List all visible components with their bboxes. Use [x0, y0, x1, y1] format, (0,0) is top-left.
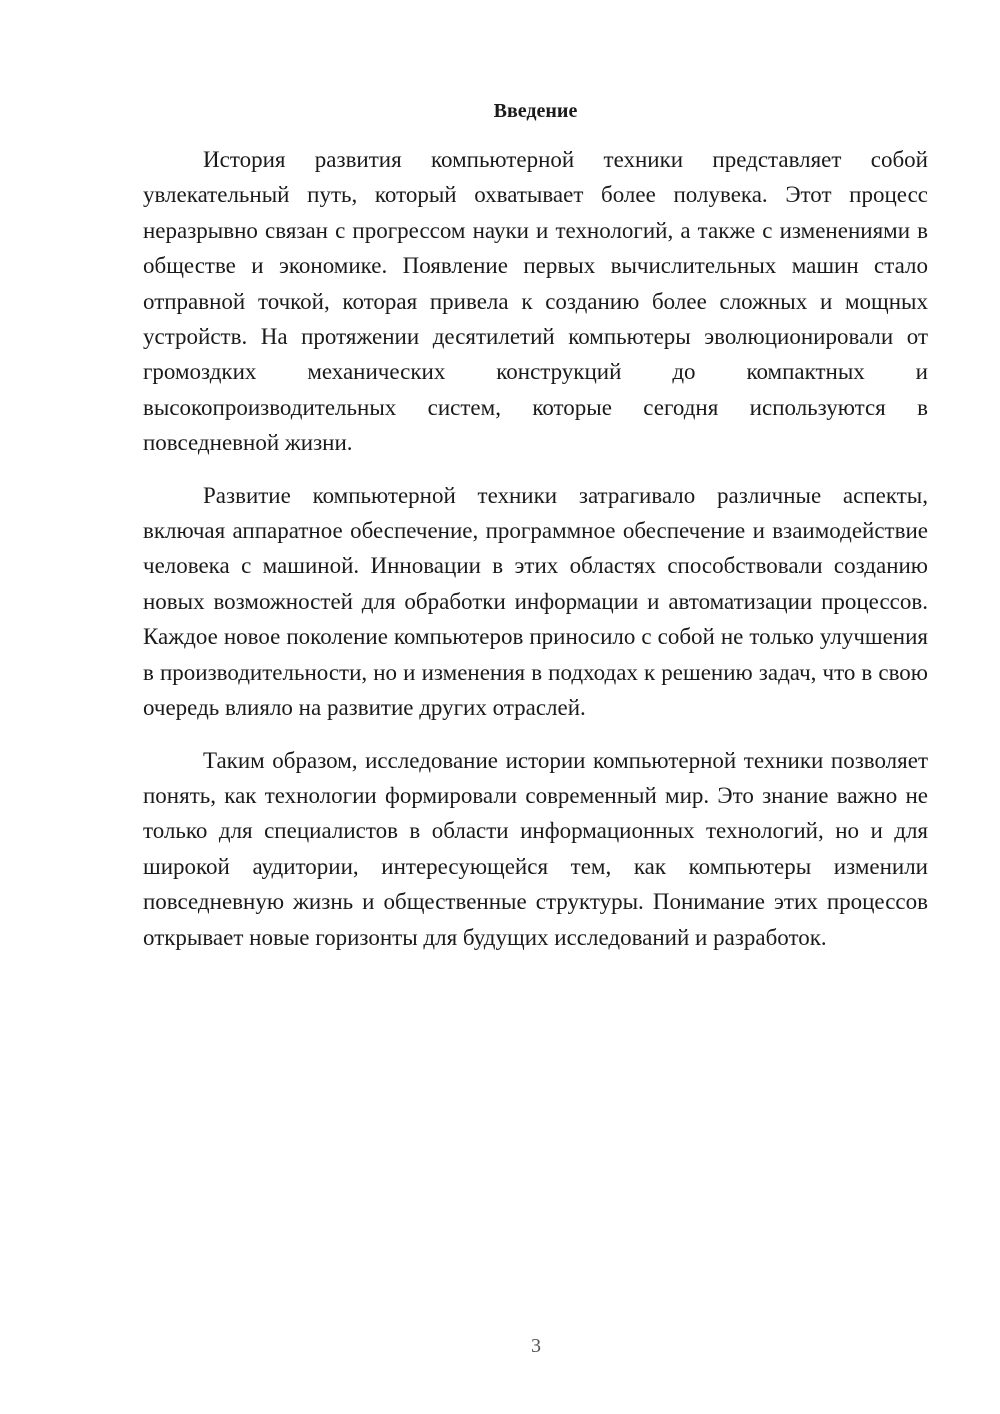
page-number: 3 [531, 1335, 541, 1357]
paragraph-1: История развития компьютерной техники представляет собой увлекательный путь, который охватывает более полувека. Этот процесс неразрывно связан с прогрессом науки и технологий, а также с изменениями в обществе и экономике. Появление первых вычислительных машин стало отправной точкой, которая привела к созданию более сложных и мощных устройств. На протяжении десятилетий компьютеры эволюционировали от громоздких механических конструкций до компактных и высокопроизводительных систем, которые сегодня используются в повседневной жизни. [143, 147, 928, 456]
page-title: Введение [493, 100, 578, 122]
paragraph-2: Развитие компьютерной техники затрагивало различные аспекты, включая аппаратное обеспечение, программное обеспечение и взаимодействие человека с машиной. Инновации в этих областях способствовали созданию новых возможностей для обработки информации и автоматизации процессов. Каждое новое поколение компьютеров приносило с собой не только улучшения в производительности, но и изменения в подходах к решению задач, что в свою очередь влияло на развитие других отраслей. [143, 482, 928, 721]
document-body [143, 142, 928, 972]
paragraph-3: Таким образом, исследование истории компьютерной техники позволяет понять, как технологии формировали современный мир. Это знание важно не только для специалистов в области информационных технологий, но и для широкой аудитории, интересующейся тем, как компьютеры изменили повседневную жизнь и общественные структуры. Понимание этих процессов открывает новые горизонты для будущих исследований и разработок. [143, 747, 928, 950]
